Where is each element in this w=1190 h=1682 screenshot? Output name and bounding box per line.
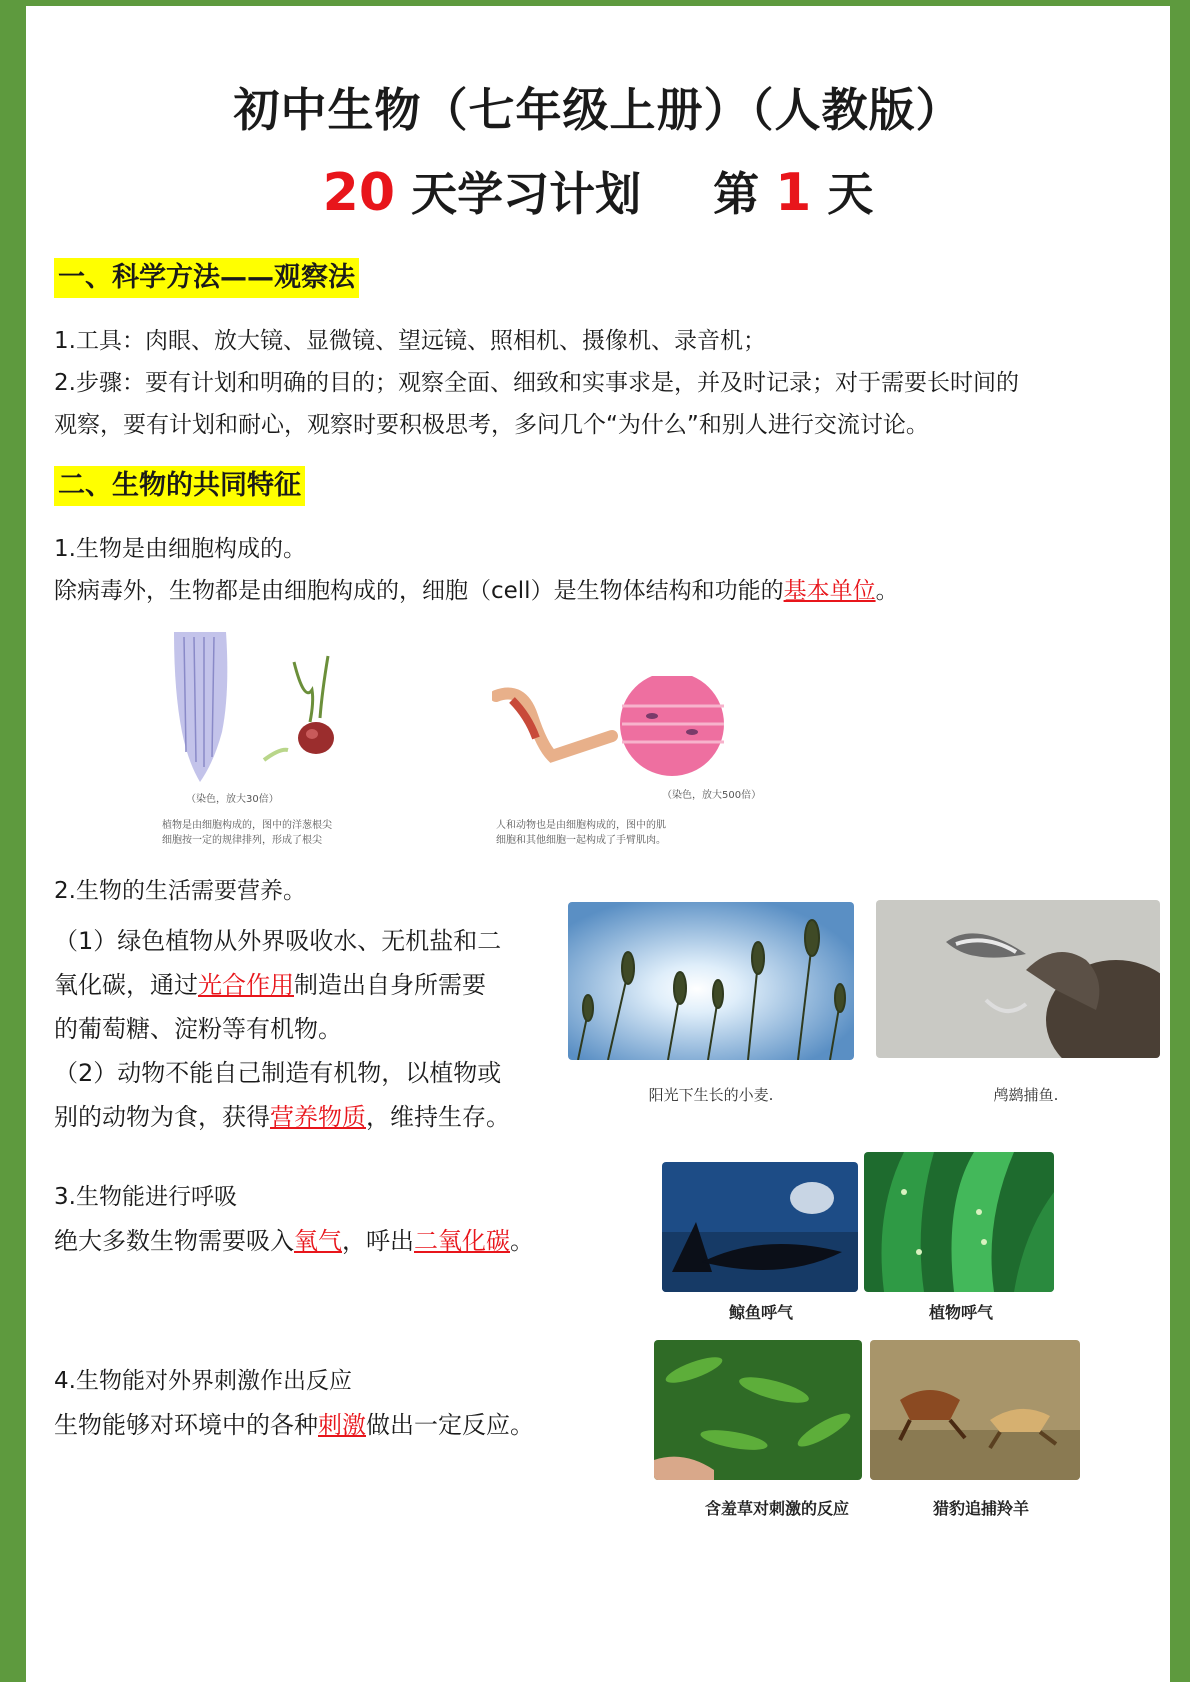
plan-days-number: 20: [322, 163, 396, 223]
point3-title: 3.生物能进行呼吸: [54, 1184, 237, 1210]
day-prefix: 第: [713, 167, 760, 221]
point2-line5: 别的动物为食，获得营养物质，维持生存。: [54, 1103, 510, 1131]
point1-title: 1.生物是由细胞构成的。: [54, 536, 306, 562]
cormorant-caption: 鸬鹚捕鱼.: [993, 1086, 1059, 1104]
fig1-desc-line2: 细胞按一定的规律排列，形成了根尖: [162, 835, 322, 846]
point2-line3: 的葡萄糖、淀粉等有机物。: [54, 1015, 342, 1043]
point1-text: 除病毒外，生物都是由细胞构成的，细胞（cell）是生物体结构和功能的基本单位。: [54, 578, 899, 604]
whale-caption: 鲸鱼呼气: [728, 1303, 793, 1322]
key-term-nutrients: 营养物质: [270, 1103, 366, 1131]
key-term-photosynthesis: 光合作用: [198, 971, 294, 999]
point2-line2: 氧化碳，通过光合作用制造出自身所需要: [54, 971, 486, 999]
section1-item2-line2: 观察，要有计划和耐心，观察时要积极思考，多问几个“为什么”和别人进行交流讨论。: [54, 412, 929, 438]
cormorant-fishing-image: [876, 900, 1160, 1058]
fig2-caption: （染色，放大500倍）: [662, 790, 762, 801]
section2-heading: 二、生物的共同特征: [54, 466, 305, 506]
fig2-desc-line2: 细胞和其他细胞一起构成了手臂肌肉。: [496, 835, 666, 846]
plan-text: 天学习计划: [411, 167, 642, 221]
day-suffix: 天: [827, 167, 874, 221]
section1-heading: 一、科学方法——观察法: [54, 258, 359, 298]
point2-line4: （2）动物不能自己制造有机物，以植物或: [54, 1059, 502, 1087]
page-title: 初中生物（七年级上册）（人教版）: [233, 83, 963, 137]
fig1-caption: （染色，放大30倍）: [186, 794, 279, 805]
key-term-oxygen: 氧气: [294, 1227, 342, 1255]
whale-breathing-image: [662, 1162, 858, 1292]
mimosa-caption: 含羞草对刺激的反应: [704, 1499, 849, 1518]
key-term-stimulus: 刺激: [318, 1411, 366, 1439]
key-term-basic-unit: 基本单位: [783, 578, 876, 604]
muscle-cells-image: [492, 676, 742, 786]
fig2-desc-line1: 人和动物也是由细胞构成的，图中的肌: [496, 820, 666, 831]
cheetah-caption: 猎豹追捕羚羊: [932, 1499, 1029, 1518]
frame-left: [0, 0, 26, 1682]
day-number: 1: [775, 163, 812, 223]
cheetah-hunting-image: [870, 1340, 1080, 1480]
mimosa-image: [654, 1340, 862, 1480]
point4-text: 生物能够对环境中的各种刺激做出一定反应。: [54, 1411, 534, 1439]
wheat-caption: 阳光下生长的小麦.: [648, 1086, 774, 1104]
wheat-sunlight-image: [568, 902, 854, 1060]
onion-root-cells-image: [164, 632, 414, 784]
frame-right: [1170, 0, 1190, 1682]
plant-breathing-image: [864, 1152, 1054, 1292]
section1-item1: 1.工具：肉眼、放大镜、显微镜、望远镜、照相机、摄像机、录音机；: [54, 328, 766, 354]
point3-text: 绝大多数生物需要吸入氧气，呼出二氧化碳。: [54, 1227, 534, 1255]
plant-caption: 植物呼气: [928, 1303, 993, 1322]
section1-item2-line1: 2.步骤：要有计划和明确的目的；观察全面、细致和实事求是，并及时记录；对于需要长时间的: [54, 370, 1019, 396]
page-subtitle: [26, 158, 1170, 224]
point2-title: 2.生物的生活需要营养。: [54, 878, 306, 904]
point4-title: 4.生物能对外界刺激作出反应: [54, 1368, 352, 1394]
key-term-carbon-dioxide: 二氧化碳: [414, 1227, 510, 1255]
point2-line1: （1）绿色植物从外界吸收水、无机盐和二: [54, 927, 502, 955]
document-page: [26, 6, 1170, 1682]
fig1-desc-line1: 植物是由细胞构成的，图中的洋葱根尖: [162, 820, 332, 831]
